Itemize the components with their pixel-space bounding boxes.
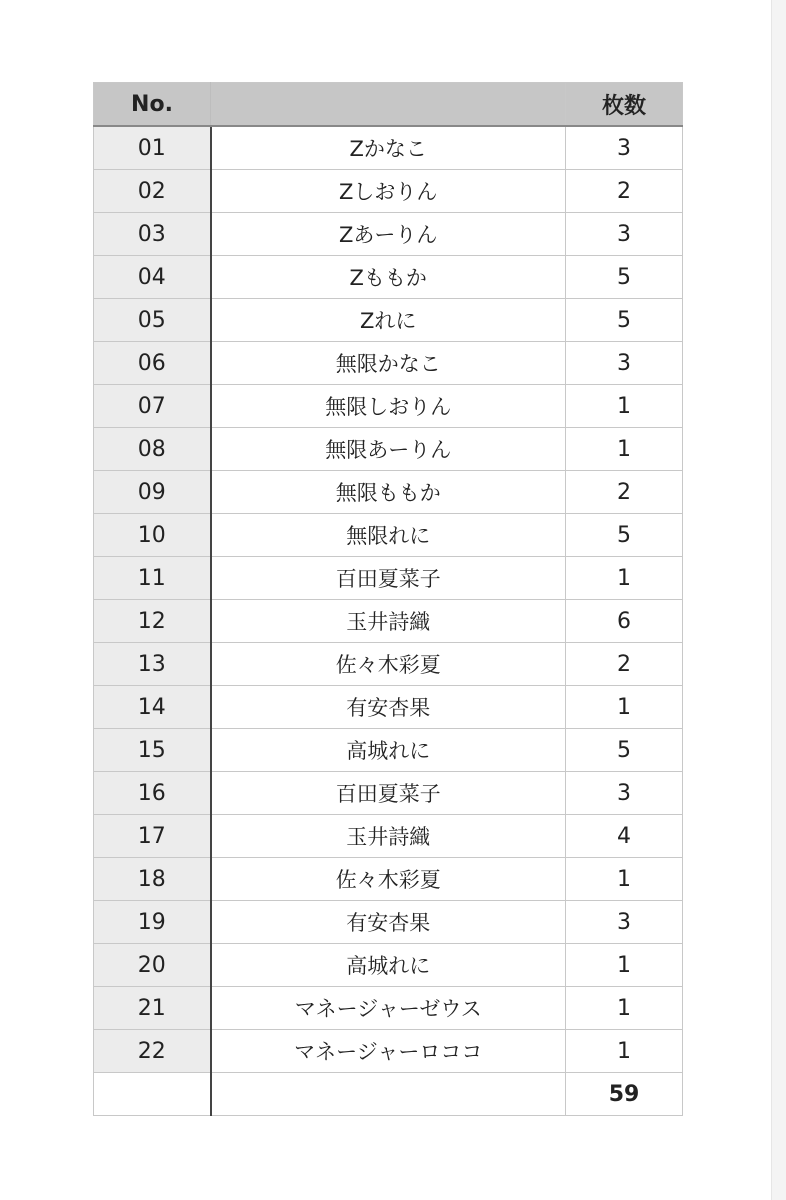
row-name: 有安杏果: [211, 901, 566, 944]
row-name: Zあーりん: [211, 213, 566, 256]
table-row: [94, 385, 683, 428]
table-row: [94, 256, 683, 299]
row-name: 無限ももか: [211, 471, 566, 514]
row-name: 高城れに: [211, 944, 566, 987]
row-no: 21: [94, 987, 211, 1030]
row-count: 1: [566, 944, 683, 987]
row-name: マネージャーロココ: [211, 1030, 566, 1073]
row-no: 16: [94, 772, 211, 815]
row-count: 1: [566, 686, 683, 729]
total-row: [94, 1073, 683, 1116]
row-no: 13: [94, 643, 211, 686]
row-no: 04: [94, 256, 211, 299]
table-row: [94, 643, 683, 686]
table-row: [94, 858, 683, 901]
header-count: 枚数: [566, 83, 683, 127]
row-count: 1: [566, 385, 683, 428]
row-name: 佐々木彩夏: [211, 858, 566, 901]
row-name: Zかなこ: [211, 126, 566, 170]
row-count: 3: [566, 772, 683, 815]
row-count: 3: [566, 213, 683, 256]
row-count: 5: [566, 729, 683, 772]
row-no: 11: [94, 557, 211, 600]
row-count: 6: [566, 600, 683, 643]
total-count: 59: [566, 1073, 683, 1116]
table-row: [94, 729, 683, 772]
row-count: 5: [566, 299, 683, 342]
table-row: [94, 1030, 683, 1073]
table-row: [94, 944, 683, 987]
table-row: [94, 428, 683, 471]
table-row: [94, 299, 683, 342]
table-row: [94, 901, 683, 944]
table-row: [94, 471, 683, 514]
total-name-cell: [211, 1073, 566, 1116]
header-no: No.: [94, 83, 211, 127]
row-no: 03: [94, 213, 211, 256]
header-name: [211, 83, 566, 127]
row-name: 佐々木彩夏: [211, 643, 566, 686]
row-count: 1: [566, 858, 683, 901]
row-no: 08: [94, 428, 211, 471]
row-no: 09: [94, 471, 211, 514]
table-row: [94, 600, 683, 643]
table-row: [94, 126, 683, 170]
row-count: 2: [566, 643, 683, 686]
row-no: 19: [94, 901, 211, 944]
page-edge: [771, 0, 786, 1200]
table-row: [94, 514, 683, 557]
row-no: 01: [94, 126, 211, 170]
table-row: [94, 686, 683, 729]
row-no: 07: [94, 385, 211, 428]
row-count: 3: [566, 901, 683, 944]
row-name: 玉井詩織: [211, 600, 566, 643]
row-name: 無限しおりん: [211, 385, 566, 428]
row-no: 17: [94, 815, 211, 858]
header-row: [94, 83, 683, 127]
row-no: 14: [94, 686, 211, 729]
table-row: [94, 772, 683, 815]
table-row: [94, 987, 683, 1030]
row-count: 1: [566, 557, 683, 600]
row-no: 18: [94, 858, 211, 901]
row-no: 06: [94, 342, 211, 385]
card-count-table: [93, 82, 683, 1116]
row-count: 2: [566, 170, 683, 213]
row-no: 20: [94, 944, 211, 987]
row-name: マネージャーゼウス: [211, 987, 566, 1030]
row-count: 3: [566, 342, 683, 385]
row-count: 3: [566, 126, 683, 170]
row-name: Zももか: [211, 256, 566, 299]
row-count: 1: [566, 1030, 683, 1073]
table-row: [94, 557, 683, 600]
row-name: 無限れに: [211, 514, 566, 557]
row-count: 2: [566, 471, 683, 514]
row-name: 百田夏菜子: [211, 557, 566, 600]
row-name: 無限あーりん: [211, 428, 566, 471]
row-name: 百田夏菜子: [211, 772, 566, 815]
row-count: 1: [566, 987, 683, 1030]
row-name: 有安杏果: [211, 686, 566, 729]
row-count: 5: [566, 256, 683, 299]
table-row: [94, 815, 683, 858]
table-row: [94, 342, 683, 385]
row-no: 22: [94, 1030, 211, 1073]
row-count: 5: [566, 514, 683, 557]
total-no-cell: [94, 1073, 211, 1116]
row-name: Zれに: [211, 299, 566, 342]
table-row: [94, 213, 683, 256]
row-count: 4: [566, 815, 683, 858]
row-no: 12: [94, 600, 211, 643]
row-name: Zしおりん: [211, 170, 566, 213]
row-no: 15: [94, 729, 211, 772]
row-count: 1: [566, 428, 683, 471]
row-name: 玉井詩織: [211, 815, 566, 858]
row-no: 02: [94, 170, 211, 213]
row-name: 無限かなこ: [211, 342, 566, 385]
row-name: 高城れに: [211, 729, 566, 772]
table-row: [94, 170, 683, 213]
row-no: 05: [94, 299, 211, 342]
row-no: 10: [94, 514, 211, 557]
